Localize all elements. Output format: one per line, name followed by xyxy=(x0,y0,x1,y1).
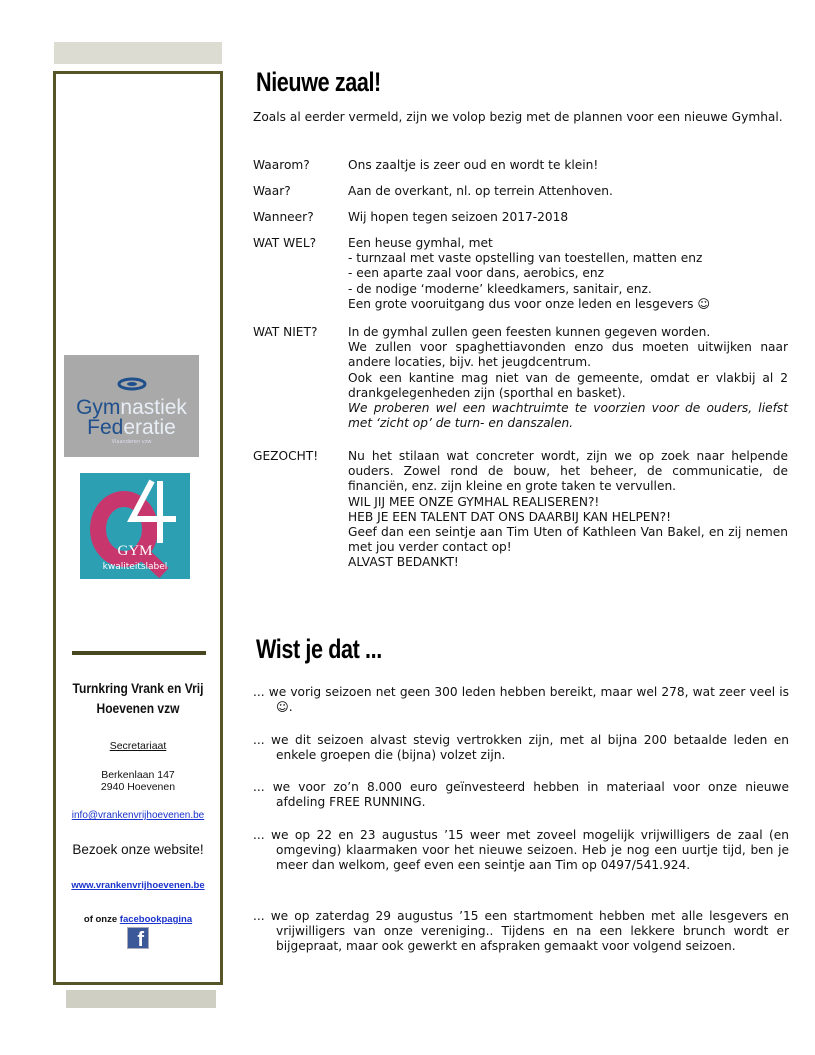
federatie-swoosh-icon xyxy=(117,377,147,391)
q4-kwaliteitslabel-logo xyxy=(80,473,190,579)
facebook-glyph: f xyxy=(137,929,144,951)
qa-value xyxy=(348,158,788,173)
email-link[interactable]: info@vrankenvrijhoevenen.be xyxy=(71,810,205,821)
address xyxy=(56,769,220,793)
logo-word-gymnastiek: Gymnastiek xyxy=(76,396,187,419)
qa-line: We zullen voor spaghettiavonden enzo dus moeten uitwijken naar andere locaties, bijv. het jeugdcentrum. xyxy=(348,340,788,370)
sidebar-divider xyxy=(72,651,206,655)
qa-value xyxy=(348,184,788,199)
club-name-line-2: Hoevenen vzw xyxy=(96,700,180,716)
facebook-link[interactable]: facebookpagina xyxy=(119,914,193,925)
gymnastiek-federatie-logo xyxy=(64,355,199,457)
qa-line: Ons zaaltje is zeer oud en wordt te klein! xyxy=(348,158,599,172)
qa-key: WAT WEL? xyxy=(253,236,317,250)
qa-line: Een grote vooruitgang dus voor onze leden en lesgevers ☺ xyxy=(348,296,711,311)
facebook-line xyxy=(56,914,220,925)
qa-key: GEZOCHT! xyxy=(253,449,319,463)
qa-line: In de gymhal zullen geen feesten kunnen gegeven worden. xyxy=(348,325,711,339)
qa-line: WIL JIJ MEE ONZE GYMHAL REALISEREN?! xyxy=(348,494,600,509)
qa-line: Nu het stilaan wat concreter wordt, zijn we op zoek naar helpende ouders. Zowel rond de bouw, het beheer, de communicatie, de financiën, enz. zijn kleine en grote taken te vervullen. xyxy=(348,449,788,494)
qa-line: HEB JE EEN TALENT DAT ONS DAARBIJ KAN HELPEN?! xyxy=(348,509,671,524)
secretariaat-heading: Secretariaat xyxy=(109,740,167,752)
qa-key: Wanneer? xyxy=(253,210,314,224)
qa-line: Een heuse gymhal, met xyxy=(348,236,493,250)
qa-line: - een aparte zaal voor dans, aerobics, enz xyxy=(348,266,605,281)
logo-word-federatie: Federatie xyxy=(87,416,176,439)
qa-line: Geef dan een seintje aan Tim Uten of Kathleen Van Bakel, en zij nemen met jou verder contact op! xyxy=(348,525,788,555)
q4-label-text: kwaliteitslabel xyxy=(102,562,168,572)
qa-line: We proberen wel een wachtruimte te voorzien voor de ouders, liefst met ‘zicht op’ de turn- en danszalen. xyxy=(348,401,788,431)
visit-website-text: Bezoek onze website! xyxy=(72,842,204,857)
qa-line: Aan de overkant, nl. op terrein Attenhoven. xyxy=(348,184,613,198)
list-item: ... we dit seizoen alvast stevig vertrokken zijn, met al bijna 200 betaalde leden en enkele groepen die (bijna) volzet zijn. xyxy=(253,733,789,762)
facebook-icon[interactable] xyxy=(127,927,149,949)
list-item: ... we op zaterdag 29 augustus ’15 een startmoment hebben met alle lesgevers en vrijwilligers van onze vereniging.. Tijdens en na een lekkere brunch wordt er bijgepraat, maar ook gewerkt en afspraken gemaakt voor volgend seizoen. xyxy=(253,909,789,953)
sidebar xyxy=(53,71,223,985)
section-title-nieuwe-zaal: Nieuwe zaal! xyxy=(256,67,381,97)
intro-paragraph: Zoals al eerder vermeld, zijn we volop bezig met de plannen voor een nieuwe Gymhal. xyxy=(253,110,783,124)
qa-line: - turnzaal met vaste opstelling van toestellen, matten enz xyxy=(348,251,703,266)
list-item: ... we vorig seizoen net geen 300 leden hebben bereikt, maar wel 278, wat zeer veel is ☺. xyxy=(253,685,789,714)
qa-key: Waar? xyxy=(253,184,291,198)
list-item: ... we op 22 en 23 augustus ’15 weer met zoveel mogelijk vrijwilligers de zaal (en omgeving) klaarmaken voor het nieuwe seizoen. Heb je nog een uurtje tijd, ben je meer dan welkom, geef even een seintje aan Tim op 0497/541.924. xyxy=(253,828,789,872)
qa-value xyxy=(348,325,788,431)
qa-line: ALVAST BEDANKT! xyxy=(348,555,459,570)
qa-value xyxy=(348,210,788,225)
qa-key: WAT NIET? xyxy=(253,325,318,339)
bottom-decoration-bar xyxy=(66,990,216,1008)
qa-value xyxy=(348,449,788,571)
club-name xyxy=(67,678,208,718)
qa-line: Wij hopen tegen seizoen 2017-2018 xyxy=(348,210,569,224)
q4-gym-text: GYM xyxy=(117,543,153,559)
section-title-wist-je-dat: Wist je dat ... xyxy=(256,634,382,664)
qa-line: Ook een kantine mag niet van de gemeente, omdat er vlakbij al 2 drankgelegenheden zijn (sporthal en basket). xyxy=(348,370,788,400)
qa-key: Waarom? xyxy=(253,158,310,172)
top-decoration-bar xyxy=(54,42,222,64)
facebook-prefix: of onze xyxy=(83,914,120,925)
qa-line: - de nodige ‘moderne’ kleedkamers, sanitair, enz. xyxy=(348,281,652,296)
club-name-line-1: Turnkring Vrank en Vrij xyxy=(72,680,204,696)
address-city: 2940 Hoevenen xyxy=(100,781,176,793)
qa-value xyxy=(348,236,788,312)
list-item: ... we voor zo’n 8.000 euro geïnvesteerd hebben in materiaal voor onze nieuwe afdeling FREE RUNNING. xyxy=(253,780,789,809)
website-link[interactable]: www.vrankenvrijhoevenen.be xyxy=(71,880,205,891)
logo-subtitle: Vlaanderen vzw xyxy=(111,439,152,445)
address-street: Berkenlaan 147 xyxy=(101,769,175,781)
